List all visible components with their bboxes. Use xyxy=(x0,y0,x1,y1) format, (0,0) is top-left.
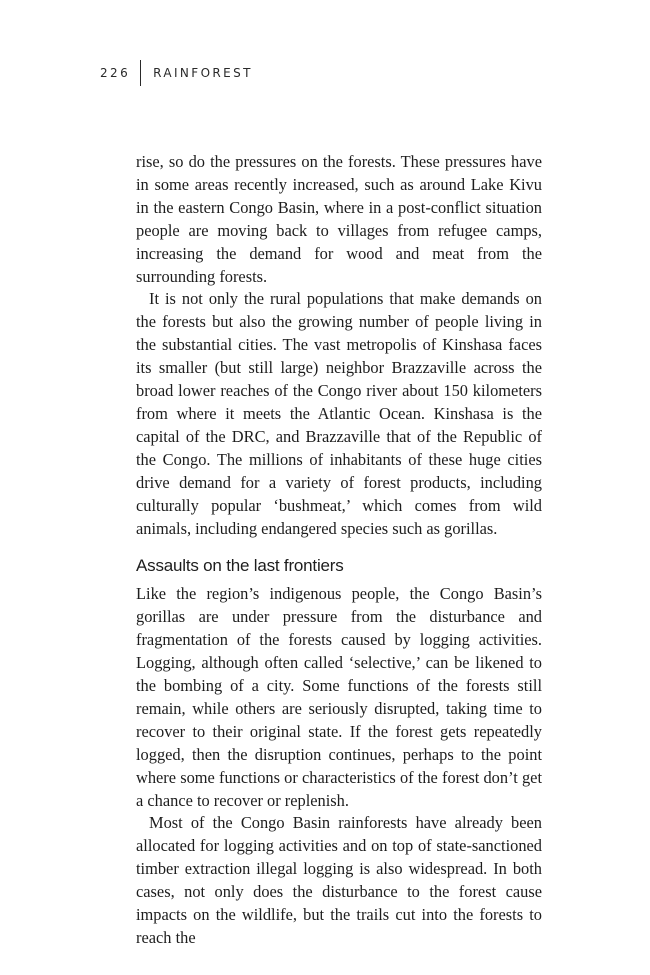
paragraph: Most of the Congo Basin rainforests have already been allocated for logging activities and on top of state-sanctioned timber extraction illegal logging is also widespread. In both cases, not only does the disturbance to the forest cause impacts on the wildlife, but the trails cut into the forests to reach the xyxy=(136,813,542,947)
paragraph: Like the region’s indigenous people, the Congo Basin’s gorillas are under pressure from the disturbance and fragmentation of the forests caused by logging activities. Logging, although often called ‘selective,’ can be likened to the bombing of a city. Some functions of the forests still remain, while others are seriously disrupted, taking time to recover to their original state. If the forest gets repeatedly logged, then the disruption continues, perhaps to the point where some functions or characteristics of the forest don’t get a chance to recover or replenish. xyxy=(136,584,542,810)
page-number: 226 xyxy=(100,66,131,80)
running-head xyxy=(100,60,253,86)
paragraph: rise, so do the pressures on the forests. These pressures have in some areas recently increased, such as around Lake Kivu in the eastern Congo Basin, where in a post-conflict situation people are moving back to villages from refugee camps, increasing the demand for wood and meat from the surrounding forests. xyxy=(136,152,542,286)
body-text xyxy=(136,151,542,950)
section-heading: Assaults on the last frontiers xyxy=(136,556,344,576)
paragraph: It is not only the rural populations that make demands on the forests but also the growing number of people living in the substantial cities. The vast metropolis of Kinshasa faces its smaller (but still large) neighbor Brazzaville across the broad lower reaches of the Congo river about 150 kilometers from where it meets the Atlantic Ocean. Kinshasa is the capital of the DRC, and Brazzaville that of the Republic of the Congo. The millions of inhabitants of these huge cities drive demand for a variety of forest products, including culturally popular ‘bushmeat,’ which comes from wild animals, including endangered species such as gorillas. xyxy=(136,289,542,538)
running-title: RAINFOREST xyxy=(153,66,253,80)
header-divider xyxy=(140,60,141,86)
